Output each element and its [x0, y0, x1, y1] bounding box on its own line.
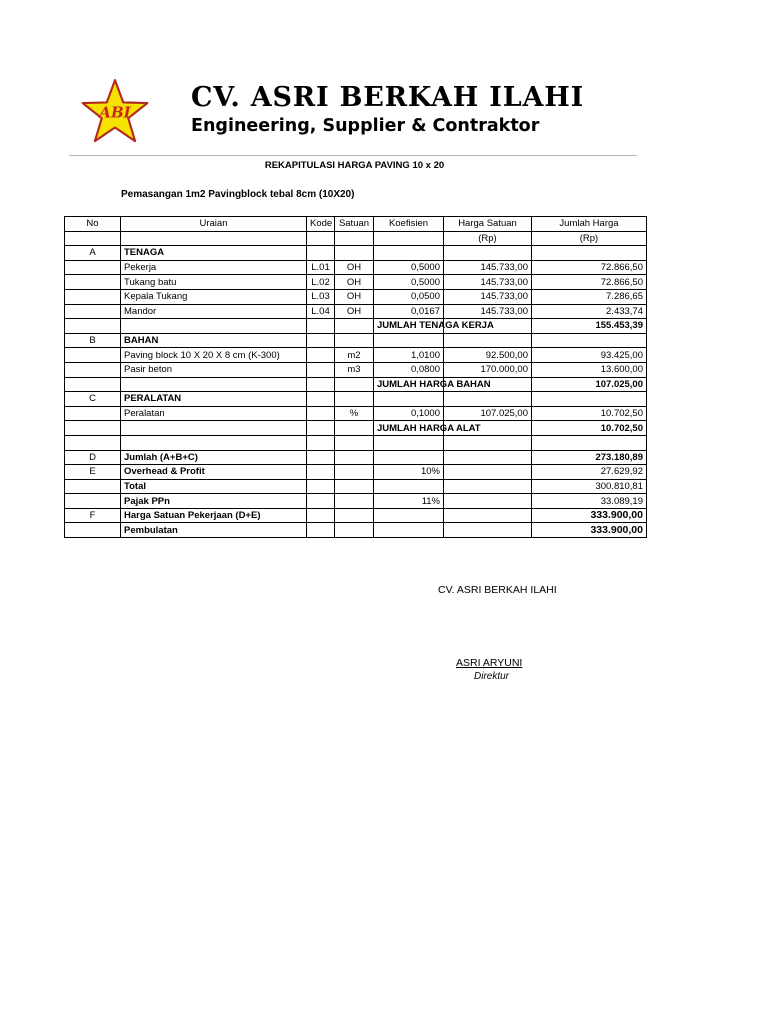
table-row: [65, 450, 647, 465]
cell-jumlah-harga: 300.810,81: [532, 479, 647, 494]
signature-company: CV. ASRI BERKAH ILAHI: [438, 584, 557, 596]
cell-jumlah-harga: 27.629,92: [532, 465, 647, 480]
cell-uraian: Total: [121, 479, 307, 494]
cell-harga-satuan: [444, 450, 532, 465]
table-row: [65, 289, 647, 304]
cell-jumlah-harga: 10.702,50: [532, 421, 647, 436]
cell-satuan: [335, 450, 374, 465]
cell-satuan: [335, 231, 374, 246]
cell-harga-satuan: [444, 333, 532, 348]
cell-jumlah-harga: 93.425,00: [532, 348, 647, 363]
header-divider: [69, 155, 637, 156]
cell-kode: [307, 523, 335, 538]
cell-no: B: [65, 333, 121, 348]
cell-satuan: [335, 392, 374, 407]
cell-uraian: [121, 421, 307, 436]
cell-jumlah-harga: [532, 246, 647, 261]
cell-koefisien: 10%: [374, 465, 444, 480]
cell-jumlah-harga: [532, 392, 647, 407]
table-row: [65, 479, 647, 494]
cell-harga-satuan: [444, 479, 532, 494]
table-row: [65, 406, 647, 421]
cell-kode: [307, 508, 335, 523]
cell-harga-satuan: 92.500,00: [444, 348, 532, 363]
cell-satuan: [335, 377, 374, 392]
cell-no: [65, 260, 121, 275]
cell-kode: L.04: [307, 304, 335, 319]
cell-jumlah-harga: 33.089,19: [532, 494, 647, 509]
cell-satuan: Satuan: [335, 217, 374, 232]
cell-uraian: Harga Satuan Pekerjaan (D+E): [121, 508, 307, 523]
table-row: [65, 304, 647, 319]
cell-kode: [307, 435, 335, 450]
table-row: [65, 523, 647, 538]
cell-uraian: Pajak PPn: [121, 494, 307, 509]
cell-no: D: [65, 450, 121, 465]
cell-uraian: [121, 231, 307, 246]
cell-no: [65, 289, 121, 304]
cell-kode: [307, 348, 335, 363]
cell-koefisien: 0,0167: [374, 304, 444, 319]
cell-satuan: [335, 319, 374, 334]
table-row: [65, 348, 647, 363]
cell-kode: [307, 421, 335, 436]
cell-satuan: OH: [335, 304, 374, 319]
cell-kode: [307, 392, 335, 407]
table-row: [65, 362, 647, 377]
table-row: [65, 392, 647, 407]
cell-jumlah-harga: 2.433,74: [532, 304, 647, 319]
table-body: [65, 217, 647, 538]
cell-no: [65, 421, 121, 436]
table-row: [65, 377, 647, 392]
cell-uraian: [121, 377, 307, 392]
cell-harga-satuan: 145.733,00: [444, 275, 532, 290]
cell-no: [65, 523, 121, 538]
cell-jumlah-harga: 333.900,00: [532, 523, 647, 538]
cell-harga-satuan: 107.025,00: [444, 406, 532, 421]
cell-kode: [307, 231, 335, 246]
cell-satuan: OH: [335, 275, 374, 290]
cell-jumlah-harga: 7.286,65: [532, 289, 647, 304]
table-row: [65, 275, 647, 290]
company-tagline: Engineering, Supplier & Contraktor: [191, 116, 540, 136]
cell-kode: L.01: [307, 260, 335, 275]
cell-kode: [307, 319, 335, 334]
cell-harga-satuan: 145.733,00: [444, 260, 532, 275]
table-row: [65, 508, 647, 523]
table-row: [65, 319, 647, 334]
cell-no: E: [65, 465, 121, 480]
cell-kode: [307, 406, 335, 421]
cell-kode: [307, 377, 335, 392]
cell-koefisien: JUMLAH TENAGA KERJA: [374, 319, 444, 334]
cell-no: [65, 304, 121, 319]
cell-uraian: Uraian: [121, 217, 307, 232]
cell-kode: [307, 362, 335, 377]
cell-no: [65, 494, 121, 509]
cell-koefisien: 1,0100: [374, 348, 444, 363]
table-row: [65, 465, 647, 480]
cell-satuan: OH: [335, 289, 374, 304]
cell-jumlah-harga: 72.866,50: [532, 260, 647, 275]
cell-satuan: m3: [335, 362, 374, 377]
cell-koefisien: JUMLAH HARGA ALAT: [374, 421, 444, 436]
table-row: [65, 333, 647, 348]
cell-koefisien: [374, 508, 444, 523]
document-title: REKAPITULASI HARGA PAVING 10 x 20: [264, 160, 445, 171]
cell-no: C: [65, 392, 121, 407]
cell-harga-satuan: 145.733,00: [444, 289, 532, 304]
cell-jumlah-harga: [532, 333, 647, 348]
cell-no: [65, 479, 121, 494]
cell-satuan: [335, 479, 374, 494]
cell-no: [65, 231, 121, 246]
cell-satuan: [335, 494, 374, 509]
logo-text: ABI: [99, 103, 131, 122]
cell-no: [65, 319, 121, 334]
cell-harga-satuan: [444, 392, 532, 407]
cell-uraian: [121, 435, 307, 450]
cell-koefisien: [374, 246, 444, 261]
cell-koefisien: 0,0800: [374, 362, 444, 377]
cell-kode: [307, 479, 335, 494]
cell-jumlah-harga: Jumlah Harga: [532, 217, 647, 232]
cell-satuan: [335, 523, 374, 538]
cell-kode: L.03: [307, 289, 335, 304]
cell-satuan: m2: [335, 348, 374, 363]
cell-uraian: Peralatan: [121, 406, 307, 421]
cell-satuan: [335, 421, 374, 436]
cell-satuan: [335, 246, 374, 261]
cell-koefisien: [374, 450, 444, 465]
cell-koefisien: [374, 231, 444, 246]
signatory-role: Direktur: [474, 671, 510, 682]
cell-kode: [307, 494, 335, 509]
cell-koefisien: 11%: [374, 494, 444, 509]
cell-harga-satuan: 170.000,00: [444, 362, 532, 377]
cell-uraian: Tukang batu: [121, 275, 307, 290]
cell-koefisien: [374, 392, 444, 407]
cell-uraian: Jumlah (A+B+C): [121, 450, 307, 465]
cell-uraian: PERALATAN: [121, 392, 307, 407]
cell-harga-satuan: [444, 435, 532, 450]
cell-satuan: %: [335, 406, 374, 421]
cell-jumlah-harga: 273.180,89: [532, 450, 647, 465]
cell-jumlah-harga: 107.025,00: [532, 377, 647, 392]
cell-no: [65, 362, 121, 377]
table-header-row: [65, 231, 647, 246]
cell-harga-satuan: 145.733,00: [444, 304, 532, 319]
cell-uraian: TENAGA: [121, 246, 307, 261]
company-name: CV. ASRI BERKAH ILAHI: [191, 82, 585, 113]
cell-harga-satuan: [444, 523, 532, 538]
cell-uraian: Mandor: [121, 304, 307, 319]
cell-no: [65, 377, 121, 392]
cell-uraian: Paving block 10 X 20 X 8 cm (K-300): [121, 348, 307, 363]
cell-uraian: Pekerja: [121, 260, 307, 275]
cell-uraian: [121, 319, 307, 334]
cell-no: [65, 348, 121, 363]
cell-satuan: [335, 508, 374, 523]
cell-jumlah-harga: 10.702,50: [532, 406, 647, 421]
table-header-row: [65, 217, 647, 232]
letterhead: [75, 76, 640, 148]
cell-jumlah-harga: 72.866,50: [532, 275, 647, 290]
cell-jumlah-harga: 13.600,00: [532, 362, 647, 377]
table-row: [65, 421, 647, 436]
cell-koefisien: 0,5000: [374, 275, 444, 290]
table-row: [65, 246, 647, 261]
document-subtitle: Pemasangan 1m2 Pavingblock tebal 8cm (10X20): [121, 189, 355, 200]
cell-kode: [307, 246, 335, 261]
cell-harga-satuan: (Rp): [444, 231, 532, 246]
cell-satuan: OH: [335, 260, 374, 275]
cell-koefisien: JUMLAH HARGA BAHAN: [374, 377, 444, 392]
cell-harga-satuan: [444, 246, 532, 261]
cell-jumlah-harga: 333.900,00: [532, 508, 647, 523]
cell-kode: [307, 450, 335, 465]
cell-kode: [307, 465, 335, 480]
cell-harga-satuan: [444, 508, 532, 523]
cell-uraian: BAHAN: [121, 333, 307, 348]
cell-harga-satuan: [444, 465, 532, 480]
cell-no: [65, 406, 121, 421]
signatory-name: ASRI ARYUNI: [456, 657, 523, 669]
cell-no: F: [65, 508, 121, 523]
table-row: [65, 435, 647, 450]
cell-kode: Kode: [307, 217, 335, 232]
cell-satuan: [335, 465, 374, 480]
cell-harga-satuan: [444, 494, 532, 509]
cell-uraian: Pembulatan: [121, 523, 307, 538]
cell-satuan: [335, 333, 374, 348]
price-breakdown-table: [64, 216, 647, 538]
cell-jumlah-harga: (Rp): [532, 231, 647, 246]
cell-satuan: [335, 435, 374, 450]
cell-kode: L.02: [307, 275, 335, 290]
cell-no: No: [65, 217, 121, 232]
table-row: [65, 494, 647, 509]
cell-koefisien: [374, 479, 444, 494]
table-row: [65, 260, 647, 275]
cell-no: A: [65, 246, 121, 261]
cell-koefisien: [374, 333, 444, 348]
cell-uraian: Overhead & Profit: [121, 465, 307, 480]
cell-kode: [307, 333, 335, 348]
cell-koefisien: 0,5000: [374, 260, 444, 275]
cell-koefisien: [374, 435, 444, 450]
star-logo-icon: [79, 78, 151, 144]
cell-no: [65, 435, 121, 450]
cell-no: [65, 275, 121, 290]
cell-koefisien: 0,0500: [374, 289, 444, 304]
cell-koefisien: Koefisien: [374, 217, 444, 232]
cell-uraian: Pasir beton: [121, 362, 307, 377]
cell-koefisien: 0,1000: [374, 406, 444, 421]
cell-jumlah-harga: [532, 435, 647, 450]
cell-jumlah-harga: 155.453,39: [532, 319, 647, 334]
cell-uraian: Kepala Tukang: [121, 289, 307, 304]
cell-koefisien: [374, 523, 444, 538]
cell-harga-satuan: Harga Satuan: [444, 217, 532, 232]
